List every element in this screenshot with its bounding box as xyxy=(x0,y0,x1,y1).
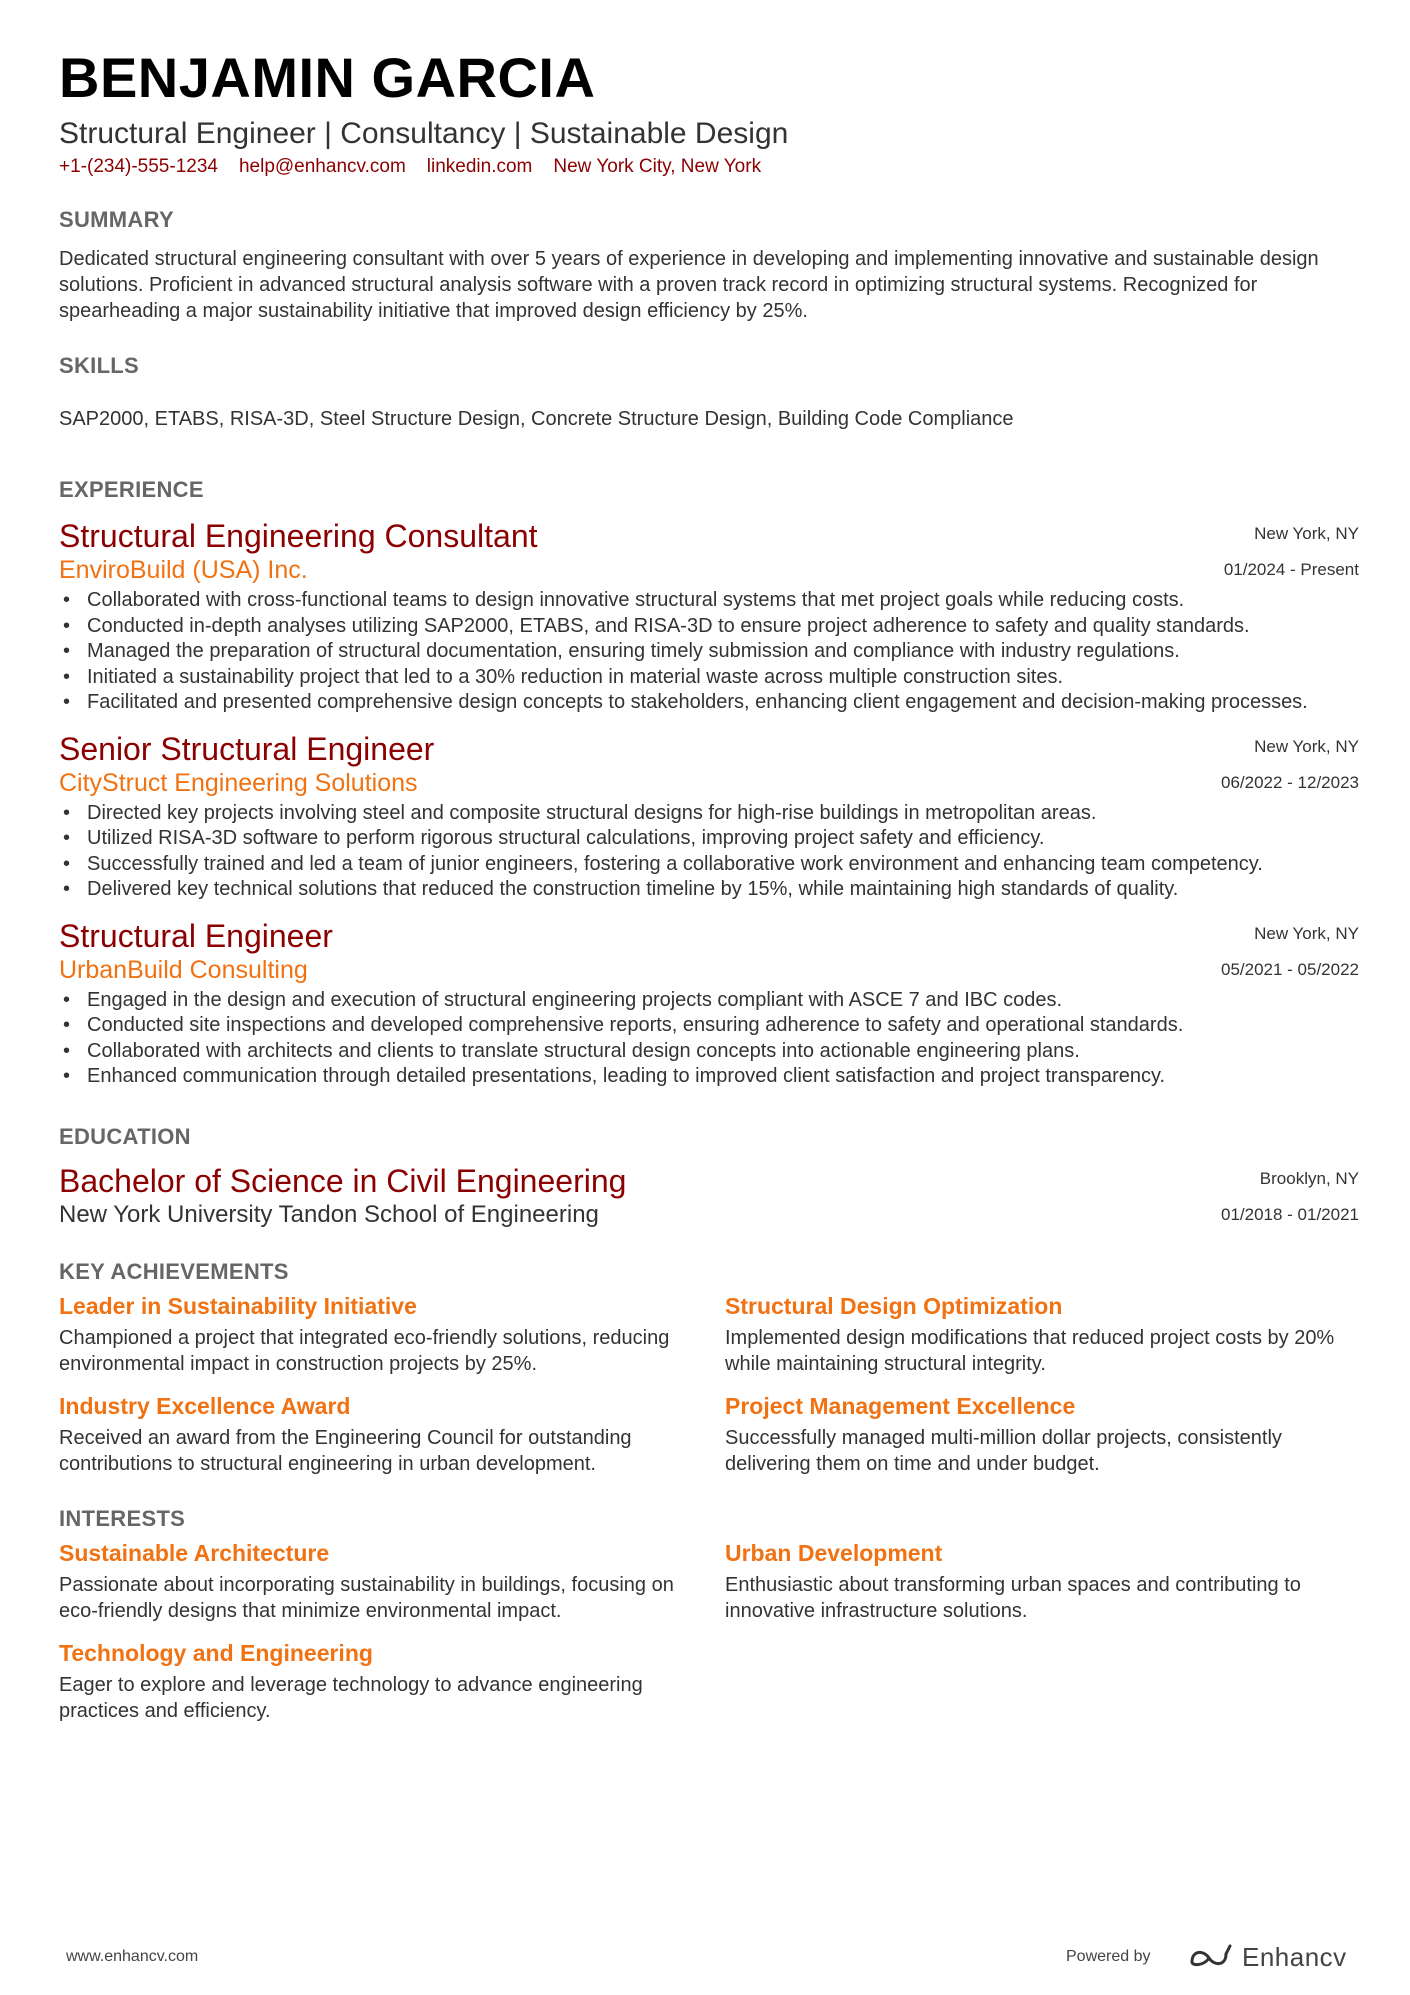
skills-list: SAP2000, ETABS, RISA-3D, Steel Structure Design, Concrete Structure Design, Building Code Compliance xyxy=(59,408,1014,430)
bullet-item: • Collaborated with cross-functional teams to design innovative structural systems that met project goals while reducing costs. xyxy=(59,588,1359,614)
bullet-item: • Enhanced communication through detailed presentations, leading to improved client satisfaction and project transparency. xyxy=(59,1064,1359,1090)
job-bullets xyxy=(59,588,1359,716)
achievement-text: Implemented design modifications that reduced project costs by 20% while maintaining structural integrity. xyxy=(725,1326,1335,1375)
candidate-name: BENJAMIN GARCIA xyxy=(59,46,596,109)
candidate-tagline: Structural Engineer | Consultancy | Sustainable Design xyxy=(59,117,789,150)
interest-title: Technology and Engineering xyxy=(59,1639,373,1666)
brand-name[interactable]: Enhancv xyxy=(1242,1942,1347,1972)
achievement-text: Successfully managed multi-million dollar projects, consistently delivering them on time and under budget. xyxy=(725,1426,1282,1475)
interests-heading: INTERESTS xyxy=(59,1505,186,1531)
contact-phone[interactable]: +1-(234)-555-1234 xyxy=(59,156,218,177)
interest-card xyxy=(59,1638,725,1724)
job-dates: 01/2024 - Present xyxy=(1223,560,1359,579)
interest-text: Eager to explore and leverage technology to advance engineering practices and efficiency. xyxy=(59,1673,643,1722)
achievement-title: Structural Design Optimization xyxy=(725,1292,1063,1319)
achievement-text: Championed a project that integrated eco-friendly solutions, reducing environmental impact in construction projects by 25%. xyxy=(59,1326,670,1375)
achievements-grid xyxy=(59,1291,1359,1491)
school-name: New York University Tandon School of Engineering xyxy=(59,1200,599,1228)
job-title: Structural Engineering Consultant xyxy=(59,518,538,554)
education-heading: EDUCATION xyxy=(59,1123,191,1149)
bullet-item: • Successfully trained and led a team of junior engineers, fostering a collaborative work environment and enhancing team competency. xyxy=(59,852,1359,878)
degree-title: Bachelor of Science in Civil Engineering xyxy=(59,1162,627,1199)
contact-location: New York City, New York xyxy=(553,156,762,177)
company-name: UrbanBuild Consulting xyxy=(59,955,308,984)
resume-header xyxy=(59,44,1359,179)
experience-heading: EXPERIENCE xyxy=(59,477,204,502)
interest-text: Enthusiastic about transforming urban spaces and contributing to innovative infrastructure solutions. xyxy=(725,1573,1301,1622)
education-entry xyxy=(59,1163,1359,1231)
contact-linkedin[interactable]: linkedin.com xyxy=(426,156,533,177)
job-bullets xyxy=(59,801,1359,903)
job-dates: 05/2021 - 05/2022 xyxy=(1220,959,1359,979)
interest-card xyxy=(725,1538,1359,1624)
footer-url[interactable]: www.enhancv.com xyxy=(66,1948,199,1965)
contact-row xyxy=(59,155,1359,179)
company-name: CityStruct Engineering Solutions xyxy=(59,768,418,797)
experience-entry xyxy=(59,731,1359,903)
education-location: Brooklyn, NY xyxy=(1259,1168,1359,1188)
job-dates: 06/2022 - 12/2023 xyxy=(1220,772,1359,792)
bullet-item: • Collaborated with architects and clients to translate structural design concepts into actionable engineering plans. xyxy=(59,1039,1359,1065)
contact-email[interactable]: help@enhancv.com xyxy=(238,156,406,177)
achievement-title: Industry Excellence Award xyxy=(59,1392,351,1419)
bullet-item: • Conducted site inspections and developed comprehensive reports, ensuring adherence to safety and operational standards. xyxy=(59,1013,1359,1039)
education-entry-header xyxy=(59,1163,1359,1231)
summary-heading: SUMMARY xyxy=(59,207,174,232)
bullet-item: • Engaged in the design and execution of structural engineering projects compliant with ASCE 7 and IBC codes. xyxy=(59,988,1359,1014)
education-dates: 01/2018 - 01/2021 xyxy=(1220,1204,1359,1224)
bullet-item: • Directed key projects involving steel and composite structural designs for high-rise buildings in metropolitan areas. xyxy=(59,801,1359,827)
resume-page xyxy=(59,44,1359,1738)
achievement-title: Leader in Sustainability Initiative xyxy=(59,1292,417,1319)
experience-entry-header xyxy=(59,731,1359,799)
experience-entry xyxy=(59,518,1359,716)
job-location: New York, NY xyxy=(1254,524,1359,543)
powered-by-label: Powered by xyxy=(1066,1948,1151,1965)
experience-entry-header xyxy=(59,918,1359,986)
bullet-item: • Facilitated and presented comprehensive design concepts to stakeholders, enhancing client engagement and decision-making processes. xyxy=(59,690,1359,716)
achievement-card xyxy=(725,1391,1359,1477)
interest-title: Sustainable Architecture xyxy=(59,1539,330,1566)
summary-text: Dedicated structural engineering consultant with over 5 years of experience in developing and implementing innovative and sustainable design solutions. Proficient in advanced structural analysis software with a proven track record in optimizing structural systems. Recognized for spearheading a major sustainability initiative that improved design efficiency by 25%. xyxy=(59,248,1319,322)
interest-text: Passionate about incorporating sustainability in buildings, focusing on eco-friendly designs that minimize environmental impact. xyxy=(59,1573,674,1622)
achievement-title: Project Management Excellence xyxy=(725,1392,1076,1419)
achievement-card xyxy=(59,1291,725,1377)
experience-entry xyxy=(59,918,1359,1090)
bullet-item: • Utilized RISA-3D software to perform rigorous structural calculations, improving project safety and efficiency. xyxy=(59,826,1359,852)
job-location: New York, NY xyxy=(1254,923,1359,943)
job-bullets xyxy=(59,988,1359,1090)
achievement-card xyxy=(59,1391,725,1477)
company-name: EnviroBuild (USA) Inc. xyxy=(59,556,308,584)
bullet-item: • Managed the preparation of structural documentation, ensuring timely submission and compliance with industry regulations. xyxy=(59,639,1359,665)
job-location: New York, NY xyxy=(1254,736,1359,756)
interest-title: Urban Development xyxy=(725,1539,943,1566)
achievement-card xyxy=(725,1291,1359,1377)
bullet-item: • Delivered key technical solutions that reduced the construction timeline by 15%, while maintaining high standards of quality. xyxy=(59,877,1359,903)
bullet-item: • Initiated a sustainability project that led to a 30% reduction in material waste across multiple construction sites. xyxy=(59,665,1359,691)
page-footer xyxy=(66,1940,1347,1980)
achievement-text: Received an award from the Engineering Council for outstanding contributions to structural engineering in urban development. xyxy=(59,1426,632,1475)
skills-heading: SKILLS xyxy=(59,353,140,378)
job-title: Senior Structural Engineer xyxy=(59,730,435,767)
job-title: Structural Engineer xyxy=(59,917,333,954)
achievements-heading: KEY ACHIEVEMENTS xyxy=(59,1258,289,1284)
bullet-item: • Conducted in-depth analyses utilizing SAP2000, ETABS, and RISA-3D to ensure project adherence to safety and quality standards. xyxy=(59,614,1359,640)
experience-entry-header xyxy=(59,518,1359,586)
enhancv-logo-icon xyxy=(1188,1940,1234,1976)
interests-grid xyxy=(59,1538,1359,1738)
interest-card xyxy=(59,1538,725,1624)
